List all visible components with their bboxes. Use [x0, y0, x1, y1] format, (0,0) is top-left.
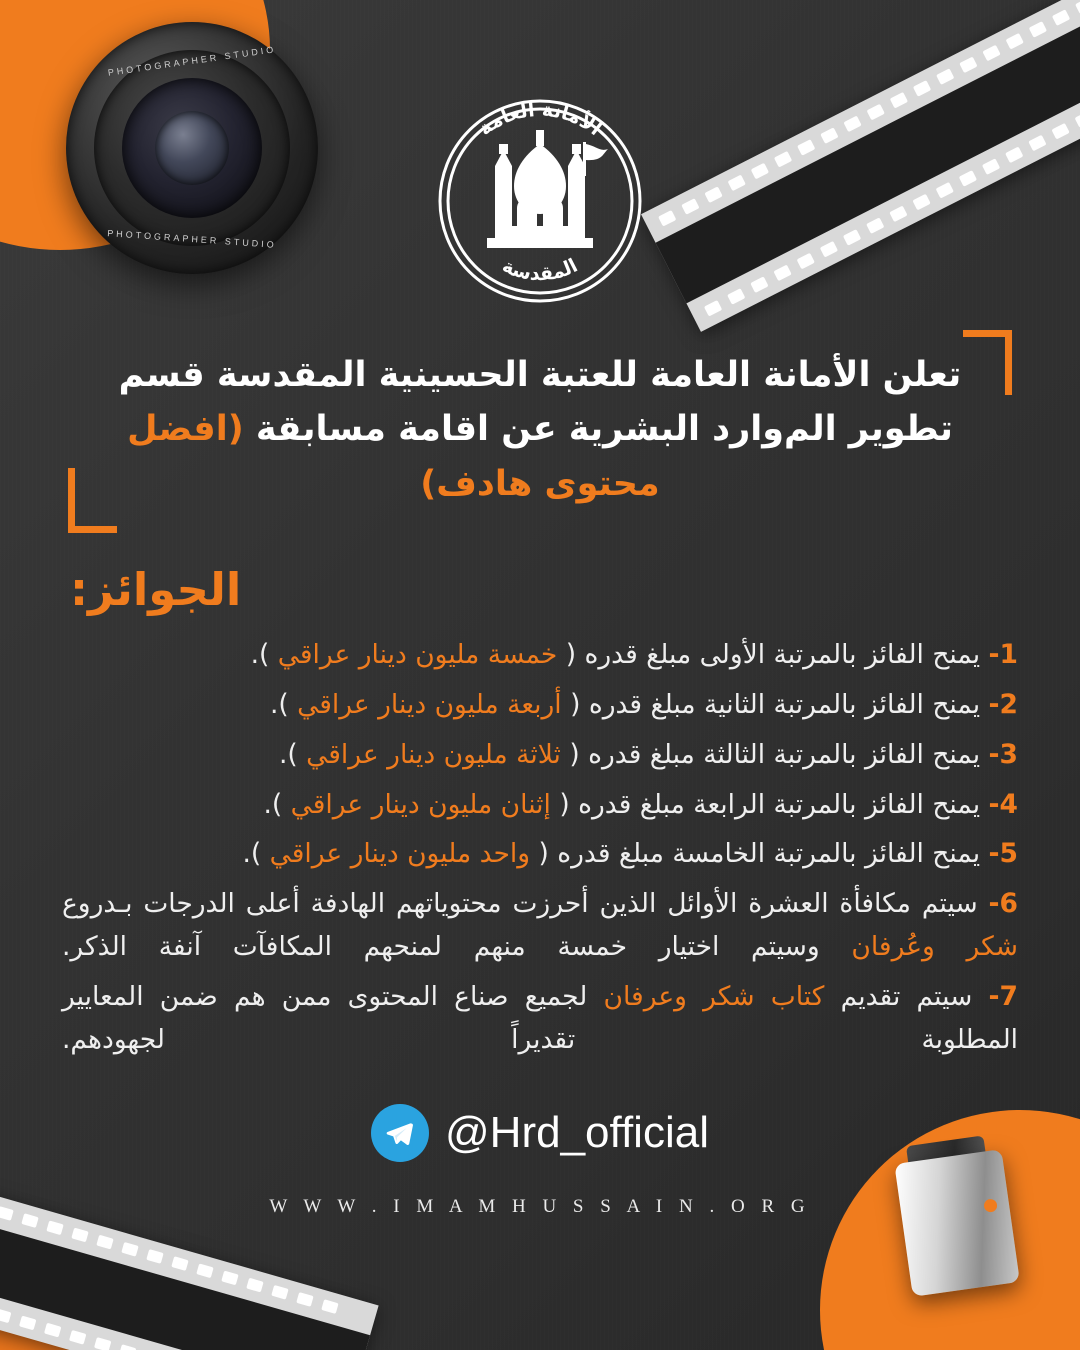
list-item-number: 3- [988, 738, 1018, 770]
list-item-text-before: سيتم تقديم [824, 981, 989, 1013]
list-item-text-after: ). [269, 688, 298, 720]
list-item-text-after: لجميع صناع المحتوى ممن هم ضمن المعايير المطلوبة تقديراً لجهودهم. [62, 981, 1018, 1056]
list-item-amount: خمسة مليون دينار عراقي [277, 638, 558, 670]
list-item [62, 734, 1018, 777]
list-item [62, 976, 1018, 1062]
list-item-amount: واحد مليون دينار عراقي [269, 838, 531, 870]
list-item-text-after: وسيتم اختيار خمسة منهم لمنحهم المكافآت آنفة الذكر. [62, 931, 852, 963]
bracket-bottom-left [68, 468, 117, 533]
prizes-heading: الجوائز: [70, 562, 242, 616]
list-item-text-after: ). [263, 788, 291, 820]
list-item-number: 1- [988, 638, 1018, 670]
list-item-number: 7- [988, 981, 1018, 1013]
telegram-icon[interactable] [371, 1104, 429, 1162]
list-item-amount: ثلاثة مليون دينار عراقي [306, 738, 561, 770]
list-item [62, 784, 1018, 827]
list-item-text-before: يمنح الفائز بالمرتبة الرابعة مبلغ قدره ( [550, 788, 989, 820]
telegram-contact[interactable] [52, 1104, 1028, 1162]
website-url[interactable]: W W W . I M A M H U S S A I N . O R G [269, 1196, 811, 1218]
prizes-list [52, 634, 1028, 1062]
list-item-text-before: يمنح الفائز بالمرتبة الثالثة مبلغ قدره ( [560, 738, 989, 770]
list-item-text-before: يمنح الفائز بالمرتبة الأولى مبلغ قدره ( [557, 638, 989, 670]
list-item-text-before: سيتم مكافأة العشرة الأوائل الذين أحرزت محتوياتهم الهادفة أعلى الدرجات بـدروع [62, 888, 989, 920]
headline-container [68, 330, 1012, 533]
list-item [62, 833, 1018, 876]
headline-main-text: تعلن الأمانة العامة للعتبة الحسينية المقدسة قسم تطوير الم‌وارد البشرية عن اقامة مسابقة [118, 355, 962, 450]
headline-accent-text: (افضل محتوى هادف) [127, 409, 660, 504]
lens-brand-text-top: PHOTOGRAPHER STUDIO [107, 44, 277, 78]
list-item-amount: كتاب شكر وعرفان [603, 981, 825, 1013]
list-item-text-after: ). [250, 638, 278, 670]
list-item-number: 5- [988, 838, 1018, 870]
list-item-number: 4- [988, 788, 1018, 820]
telegram-handle[interactable]: @Hrd_official [445, 1108, 709, 1158]
list-item-text-before: يمنح الفائز بالمرتبة الثانية مبلغ قدره ( [561, 688, 989, 720]
list-item [62, 684, 1018, 727]
page-title [112, 348, 968, 511]
list-item-text-after: ). [278, 738, 307, 770]
lens-brand-text-bottom: PHOTOGRAPHER STUDIO [106, 228, 278, 250]
list-item-text-before: يمنح الفائز بالمرتبة الخامسة مبلغ قدره ( [530, 838, 989, 870]
list-item-text-after: ). [242, 838, 270, 870]
list-item-number: 2- [988, 688, 1018, 720]
list-item-amount: إثنان مليون دينار عراقي [290, 788, 551, 820]
list-item-amount: شكر وعُرفان [851, 931, 1018, 963]
list-item-number: 6- [988, 888, 1018, 920]
list-item-amount: أربعة مليون دينار عراقي [297, 688, 562, 720]
logo-bottom-text: المقدسة [498, 254, 582, 286]
bracket-top-right [963, 330, 1012, 395]
logo-top-text: الأمانة العامة [474, 98, 606, 141]
list-item [62, 883, 1018, 969]
list-item [62, 634, 1018, 677]
